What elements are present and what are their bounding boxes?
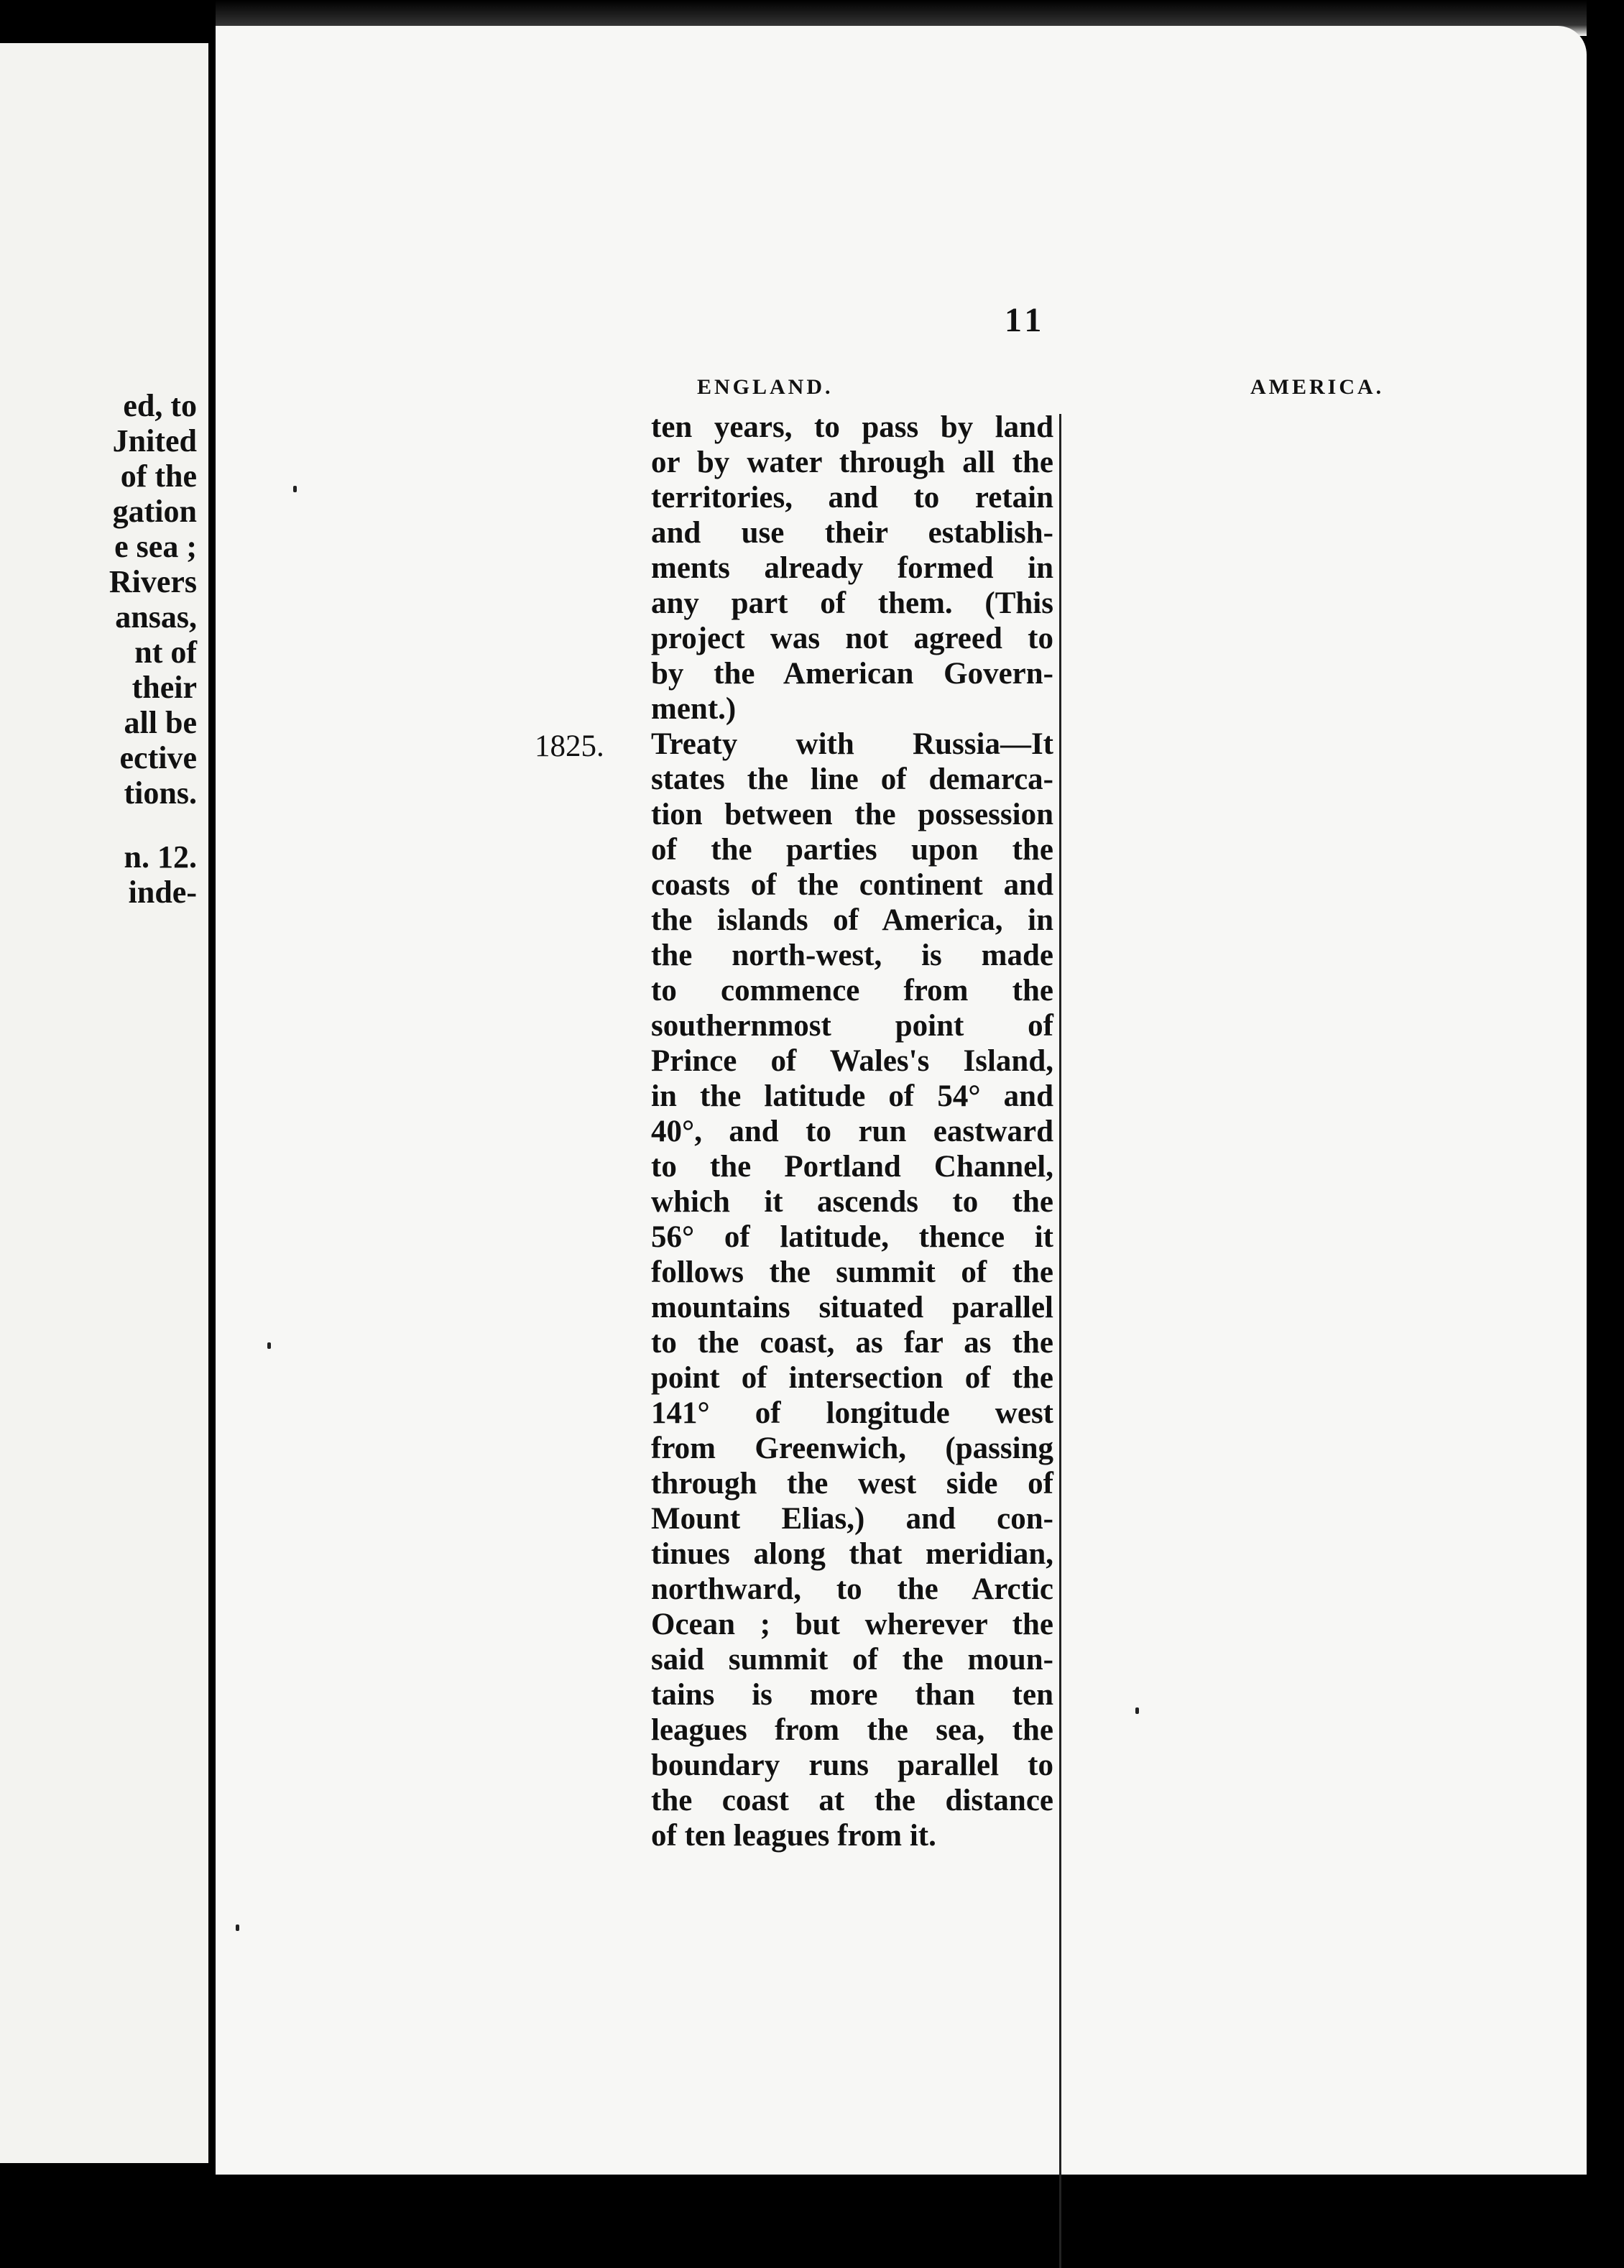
entry-text-line: 141° of longitude west <box>651 1396 1053 1430</box>
print-speck <box>1135 1707 1139 1714</box>
entry-text-line: mountains situated parallel <box>651 1291 1053 1324</box>
entry-text-line: Ocean ; but wherever the <box>651 1608 1053 1641</box>
entry-text-line: ten years, to pass by land <box>651 410 1053 444</box>
entry-text-line: Prince of Wales's Island, <box>651 1044 1053 1078</box>
entry-text-line: coasts of the continent and <box>651 868 1053 902</box>
print-speck <box>236 1924 239 1931</box>
entry-text-line: or by water through all the <box>651 446 1053 479</box>
previous-page-line: Rivers <box>109 564 197 599</box>
page-number: 11 <box>1005 301 1046 339</box>
previous-page-line: nt of <box>134 635 197 670</box>
entry-text-line: from Greenwich, (passing <box>651 1432 1053 1465</box>
entry-text-line: of ten leagues from it. <box>651 1819 936 1853</box>
print-speck <box>267 1342 271 1349</box>
entry-text-line: southernmost point of <box>651 1009 1053 1043</box>
entry-text-line: the islands of America, in <box>651 903 1053 937</box>
column-heading-america: AMERICA. <box>1250 375 1385 399</box>
entry-text-line: tains is more than ten <box>651 1678 1053 1712</box>
entry-text-line: any part of them. (This <box>651 586 1053 620</box>
entry-text-line: tinues along that meridian, <box>651 1537 1053 1571</box>
entry-text-line: in the latitude of 54° and <box>651 1079 1053 1113</box>
previous-page-edge <box>0 43 208 2163</box>
previous-page-text <box>109 388 197 910</box>
previous-page-gap <box>109 811 197 839</box>
entry-text-line: boundary runs parallel to <box>651 1748 1053 1782</box>
entry-text-line: states the line of demarca- <box>651 762 1053 796</box>
entry-text-line: which it ascends to the <box>651 1185 1053 1219</box>
column-divider <box>1059 414 1061 2268</box>
entry-text-line: territories, and to retain <box>651 481 1053 515</box>
previous-page-line: e sea ; <box>114 529 197 564</box>
previous-page-line: of the <box>120 458 197 494</box>
entry-year: 1825. <box>535 729 604 763</box>
entry-text-line: through the west side of <box>651 1467 1053 1501</box>
entry-text-line: leagues from the sea, the <box>651 1713 1053 1747</box>
entry-text-line: northward, to the Arctic <box>651 1572 1053 1606</box>
entry-text-line: Mount Elias,) and con- <box>651 1502 1053 1536</box>
previous-page-line: all be <box>124 705 197 740</box>
previous-page-line: gation <box>112 494 197 529</box>
entry-text-line: and use their establish- <box>651 516 1053 550</box>
previous-page-line: Jnited <box>112 423 197 458</box>
entry-text-line: the coast at the distance <box>651 1784 1053 1817</box>
england-column-text <box>651 410 1053 1853</box>
entry-text-line: of the parties upon the <box>651 833 1053 867</box>
entry-text-line: to the Portland Channel, <box>651 1150 1053 1184</box>
entry-text-line: to the coast, as far as the <box>651 1326 1053 1360</box>
entry-text-line: tion between the possession <box>651 798 1053 831</box>
entry-text-line: to commence from the <box>651 974 1053 1008</box>
previous-page-line: tions. <box>124 775 197 811</box>
previous-page-line: their <box>132 670 197 705</box>
print-speck <box>293 486 297 492</box>
entry-text-line: 40°, and to run eastward <box>651 1115 1053 1148</box>
entry-text-line: ment.) <box>651 692 737 726</box>
previous-page-line: ed, to <box>123 388 197 423</box>
entry-text-line: Treaty with Russia—It <box>651 727 1053 761</box>
previous-page-line: ansas, <box>115 599 197 635</box>
entry-text-line: project was not agreed to <box>651 622 1053 655</box>
entry-text-line: follows the summit of the <box>651 1255 1053 1289</box>
previous-page-line: n. 12. <box>124 839 197 875</box>
entry-text-line: ments already formed in <box>651 551 1053 585</box>
entry-text-line: 56° of latitude, thence it <box>651 1220 1053 1254</box>
entry-text-line: by the American Govern- <box>651 657 1053 691</box>
document-page <box>216 26 1587 2175</box>
previous-page-line: inde- <box>128 875 197 910</box>
column-heading-england: ENGLAND. <box>697 375 834 399</box>
entry-text-line: the north-west, is made <box>651 939 1053 972</box>
entry-text-line: point of intersection of the <box>651 1361 1053 1395</box>
previous-page-line: ective <box>119 740 197 775</box>
entry-text-line: said summit of the moun- <box>651 1643 1053 1677</box>
